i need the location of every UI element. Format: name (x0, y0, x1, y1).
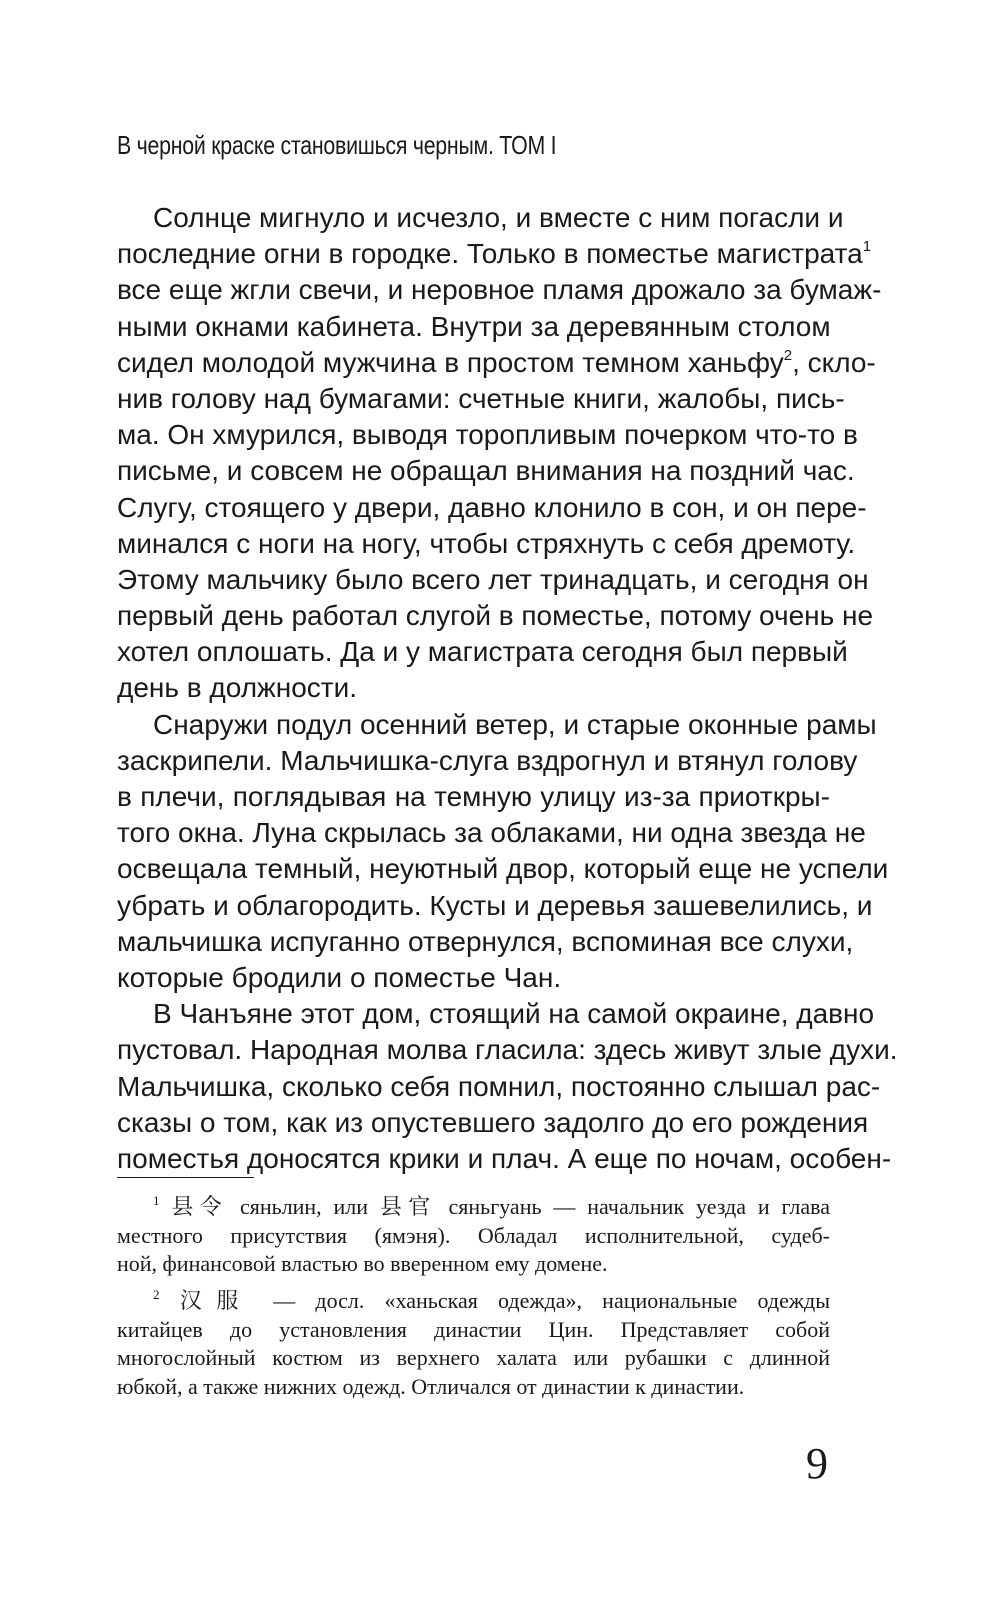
body-line: ными окнами кабинета. Внутри за деревянным столом (117, 310, 831, 342)
body-line: Мальчишка, сколько себя помнил, постоянно слышал рас- (117, 1070, 881, 1102)
body-line: письме, и совсем не обращал внимания на поздний час. (117, 455, 855, 487)
body-line: того окна. Луна скрылась за облаками, ни одна звезда не (117, 817, 866, 849)
footnote-line: многослойный костюм из верхнего халата или рубашки с длинной (117, 1345, 830, 1371)
body-line: которые бродили о поместье Чан. (117, 961, 562, 993)
body-line: первый день работал слугой в поместье, потому очень не (117, 600, 874, 632)
page-number: 9 (806, 1439, 828, 1488)
body-line: Слугу, стоящего у двери, давно клонило в сон, и он пере- (117, 491, 867, 523)
body-line: минался с ноги на ногу, чтобы стряхнуть с себя дремоту. (117, 527, 856, 559)
body-text (117, 200, 898, 1177)
footnote-line: юбкой, а также нижних одежд. Отличался от династии к династии. (117, 1374, 745, 1400)
body-line: Этому мальчику было всего лет тринадцать, и сегодня он (117, 563, 869, 595)
body-line: день в должности. (117, 672, 358, 704)
body-line: поместья доносятся крики и плач. А еще по ночам, особен- (117, 1142, 892, 1174)
running-head: В черной краске становишься черным. ТОМ I (117, 130, 557, 160)
footnote-mark: 2 (153, 1287, 160, 1303)
footnote-line: ной, финансовой властью во вверенном ему домене. (117, 1251, 608, 1277)
body-line: все еще жгли свечи, и неровное пламя дрожало за бумаж- (117, 274, 882, 306)
footnote-mark: 1 (153, 1193, 160, 1208)
footnote-ref: 1 (862, 238, 872, 256)
body-line: освещала темный, неуютный двор, который еще не успели (117, 853, 889, 885)
body-line: Снаружи подул осенний ветер, и старые оконные рамы (153, 708, 877, 740)
footnotes (117, 1193, 830, 1402)
footnote-line: китайцев до установления династии Цин. Представляет собой (117, 1316, 830, 1342)
body-line: хотел оплошать. Да и у магистрата сегодня был первый (117, 636, 848, 668)
footnote-divider (117, 1177, 254, 1178)
body-line: В Чанъяне этот дом, стоящий на самой окраине, давно (153, 998, 875, 1030)
body-line: убрать и облагородить. Кусты и деревья зашевелились, и (117, 889, 873, 921)
body-line: сказы о том, как из опустевшего задолго до его рождения (117, 1106, 869, 1138)
footnote-line: $^2$ 汉服 — досл. «ханьская одежда», национальные одежды (153, 1287, 831, 1314)
footnote-ref: 2 (783, 346, 793, 364)
body-line: нив голову над бумагами: счетные книги, жалобы, пись- (117, 382, 845, 414)
footnote-line: местного присутствия (ямэня). Обладал исполнительной, судеб- (117, 1222, 830, 1248)
body-line: ма. Он хмурился, выводя торопливым почерком что-то в (117, 419, 858, 451)
footnote-line: $^1$ 县令 сяньлин, или 县官 сяньгуань — начальник уезда и глава (153, 1193, 831, 1219)
body-line: последние огни в городке. Только в поместье магистрата$^1$ (117, 238, 872, 270)
body-line: мальчишка испуганно отвернулся, вспоминая все слухи, (117, 925, 854, 957)
body-line: заскрипели. Мальчишка-слуга вздрогнул и втянул голову (117, 744, 858, 776)
body-line: сидел молодой мужчина в простом темном ханьфу$^2$, скло- (117, 346, 876, 378)
body-line: Солнце мигнуло и исчезло, и вместе с ним погасли и (153, 202, 844, 233)
body-line: в плечи, поглядывая на темную улицу из-за приоткры- (117, 781, 830, 812)
body-line: пустовал. Народная молва гласила: здесь живут злые духи. (117, 1034, 898, 1066)
